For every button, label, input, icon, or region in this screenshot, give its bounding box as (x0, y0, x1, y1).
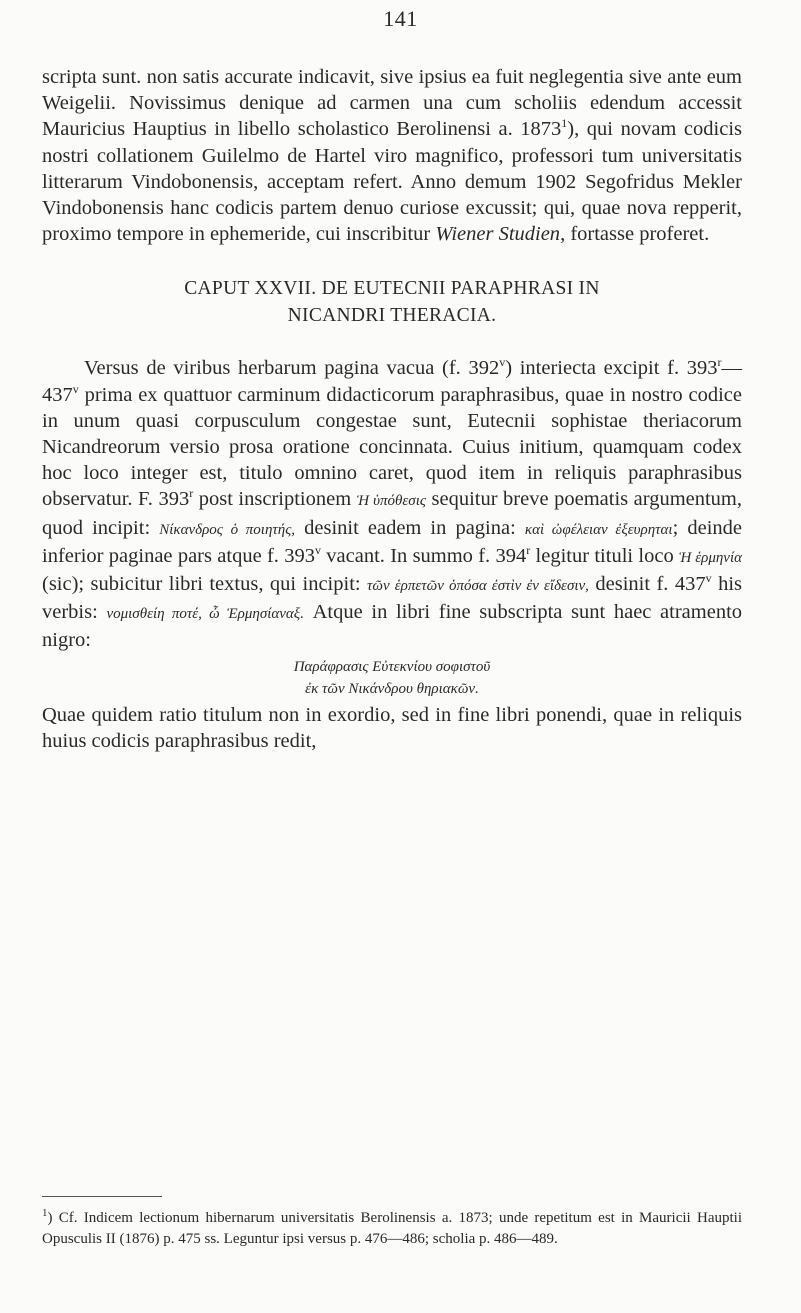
paragraph-1-text-a: scripta sunt. non satis accurate indicavit, sive ipsius ea fuit neglegentia sive ante eum Weigelii. Novissimus denique ad carmen una cum scholiis edendum accessit Mauricius Hauptius in libello scholastico Berolinensi a. 1873 (42, 66, 742, 141)
p2-text-10: legitur tituli loco (530, 544, 679, 567)
paragraph-1 (42, 64, 742, 247)
p2-text-13: his verbis: (42, 573, 742, 624)
p2-sup-5: v (314, 543, 321, 558)
p2-text-6: sequitur breve poematis argumentum, quod incipit: (42, 488, 743, 539)
p2-text-11: (sic); subicitur libri textus, qui incipit: (42, 573, 368, 596)
greek-desinit: καὶ ὠφέλειαν ἐξευρηται (524, 521, 673, 538)
p2-text-9: vacant. In summo f. 394 (320, 544, 527, 567)
p2-sup-2: r (717, 355, 722, 370)
p2-text-3: —437 (42, 357, 742, 406)
page-number: 141 (383, 6, 418, 31)
p2-text-2: ) interiecta excipit f. 393 (505, 357, 718, 380)
p2-text-5: post inscriptionem (193, 488, 357, 511)
greek-subscription-line-2: ἐκ τῶν Νικάνδρου θηριακῶν. (305, 680, 479, 697)
p2-sup-1: v (499, 355, 506, 370)
greek-incipit: Νίκανδρος ὁ ποιητής, (159, 521, 296, 538)
footnote (42, 1208, 742, 1250)
p2-sup-6: r (526, 543, 531, 558)
greek-title: Ἡ ἑρμηνία (679, 549, 743, 566)
p2-text-12: desinit f. 437 (588, 573, 706, 596)
paragraph-2 (42, 355, 742, 653)
p2-text-14: Atque in libri fine subscripta sunt haec atramento nigro: (42, 601, 743, 652)
main-text (42, 64, 742, 754)
greek-subscription (42, 656, 742, 700)
p2-text-1: Versus de viribus herbarum pagina vacua (f. 392 (84, 357, 500, 380)
footnote-ref[interactable]: 1 (561, 116, 568, 131)
footnote-mark: 1 (42, 1207, 48, 1219)
p2-sup-4: r (189, 486, 194, 501)
greek-inscription: Ἡ ὑπόθεσις (356, 493, 426, 510)
paragraph-1-text-b: ), qui novam codicis nostri collationem Guilelmo de Hartel viro magnifico, professori tum universitatis litterarum Vindobonensis, acceptam refert. Anno demum 1902 Segofridus Mekler Vindobonensis hanc codicis partem denuo curiose excussit; qui, quae nova repperit, proximo tempore in ephemeride, cui inscribitur (42, 118, 742, 246)
footnote-divider (42, 1196, 162, 1197)
chapter-heading-line-2: NICANDRI THERACIA. (287, 305, 497, 327)
p2-sup-3: v (72, 381, 79, 396)
footnote-text: ) Cf. Indicem lectionum hibernarum universitatis Berolinensis a. 1873; unde repetitum est in Mauricii Hauptii Opusculis II (1876) p. 475 ss. Leguntur ipsi versus p. 476—486; scholia p. 486—489. (42, 1210, 742, 1247)
p2-text-7: desinit eadem in pagina: (295, 516, 525, 539)
p2-text-8: ; deinde inferior paginae pars atque f. 393 (42, 516, 743, 567)
p2-text-4: prima ex quattuor carminum didacticorum paraphrasibus, quae in nostro codice in unum quasi corpusculum congestae sunt, Eutecnii sophistae theriacorum Nicandreorum versio prosa oratione concinnata. Cuius initium, quamquam codex hoc loco integer est, titulo omnino caret, quod item in reliquis paraphrasibus observatur. F. 393 (42, 383, 742, 511)
journal-title: Wiener Studien (435, 223, 561, 246)
p2-sup-7: v (705, 571, 712, 586)
chapter-heading (42, 275, 742, 329)
paragraph-3: Quae quidem ratio titulum non in exordio, sed in fine libri ponendi, quae in reliquis huius codicis paraphrasibus redit, (42, 703, 742, 752)
greek-text-desinit: νομισθείη ποτέ, ὦ Ἑρμησίαναξ. (106, 606, 304, 623)
chapter-heading-line-1: CAPUT XXVII. DE EUTECNII PARAPHRASI IN (184, 278, 600, 300)
greek-text-incipit: τῶν ἑρπετῶν ὁπόσα ἐστὶν ἐν εἴδεσιν, (367, 578, 589, 595)
greek-subscription-line-1: Παράφρασις Εὐτεκνίου σοφιστοῦ (293, 658, 491, 675)
paragraph-1-text-c: , fortasse proferet. (560, 223, 710, 246)
